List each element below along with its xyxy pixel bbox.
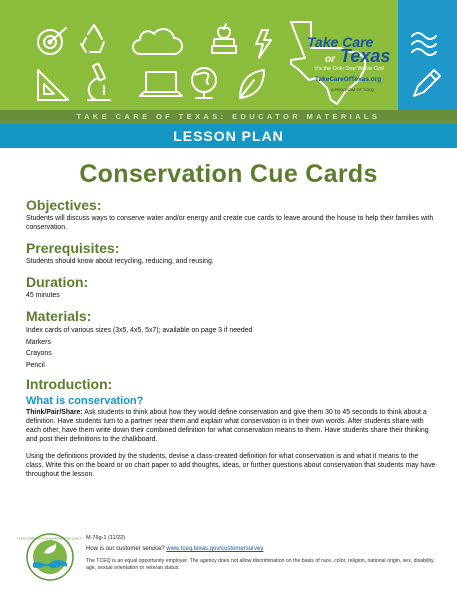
lesson-plan-label: LESSON PLAN [173,128,284,144]
leaf-icon [240,70,264,98]
introduction-heading: Introduction: [26,376,113,392]
materials-item: Markers [26,338,51,346]
logo-url: TakeCareOfTexas.org [315,76,382,83]
materials-item: Index cards of various sizes (3x5, 4x5, 5x7); available on page 3 if needed [26,327,253,334]
microscope-icon [88,63,110,100]
prerequisites-heading: Prerequisites: [26,240,120,256]
objectives-text: Students will discuss ways to conserve water and/or energy and create cue cards to leave around the house to help their families with conservation. [26,215,434,231]
ruler-triangle-icon [38,70,68,100]
footer [86,534,441,572]
tceq-seal-logo [17,533,83,581]
materials-heading: Materials: [26,308,92,324]
introduction-subheading: What is conservation? [26,395,144,407]
target-icon [38,28,66,54]
apple-books-icon [212,24,236,53]
educator-materials-tagline: TAKE CARE OF TEXAS: EDUCATOR MATERIALS [76,112,381,121]
logo-slogan: It's the Only One We've Got! [315,66,385,72]
lesson-content [26,197,436,479]
customer-survey-link[interactable]: www.tceq.texas.gov/customersurvey [166,546,264,552]
objectives-heading: Objectives: [26,197,102,213]
lesson-plan-bar [0,124,457,148]
customer-survey-line [86,545,441,554]
water-waves-icon [412,33,436,55]
introduction-paragraph-2: Using the definitions provided by the students, devise a class-created definition for what conservation is and what it means to the class. Write this on the board or on chart paper to add thoughts, ideas, or further questions about conservation that students may have throughout the lesson. [26,453,436,478]
document-code: M-76g-1 (11/22) [86,535,126,541]
educator-materials-band [0,110,457,124]
logo-texas: or Texas [325,46,391,66]
eeo-statement: The TCEQ is an equal opportunity employer. The agency does not allow discrimination on the basis of race, color, religion, national origin, sex, disability, age, sexual orientation or veteran status. [86,558,435,571]
pencil-icon [414,70,440,96]
introduction-paragraph-1-text: Ask students to think about how they would define conservation and give them 30 to 45 seconds to think about a definition. Have students turn to a partner near them and explain what conservation is in their own words. After students share with each other, have them write down their combined definition for what conservation means to them. Have students share their thinking and post their definitions to the chalkboard. [26,409,429,443]
survey-prefix: How is our customer service? [86,546,167,552]
globe-icon [192,68,216,98]
materials-item: Crayons [26,350,52,357]
duration-heading: Duration: [26,274,89,290]
duration-text: 45 minutes [26,292,60,299]
cloud-icon [133,29,182,54]
logo-program: A PROGRAM OF TCEQ [331,87,375,92]
prerequisites-text: Students should know about recycling, reducing, and reusing. [26,258,214,265]
think-pair-share-label: Think/Pair/Share: [26,409,83,416]
logo-take-care: Take Care [307,34,374,50]
take-care-of-texas-logo [285,16,395,102]
introduction-paragraph-1 [26,408,436,444]
page-title: Conservation Cue Cards [79,160,378,188]
lightning-icon [256,30,271,58]
recycle-icon [81,25,104,52]
seal-text: TEXAS COMMISSION ON ENVIRONMENTAL QUALITY [17,537,83,541]
header-banner [0,0,457,110]
materials-item: Pencil [26,361,45,369]
laptop-icon [140,72,182,96]
